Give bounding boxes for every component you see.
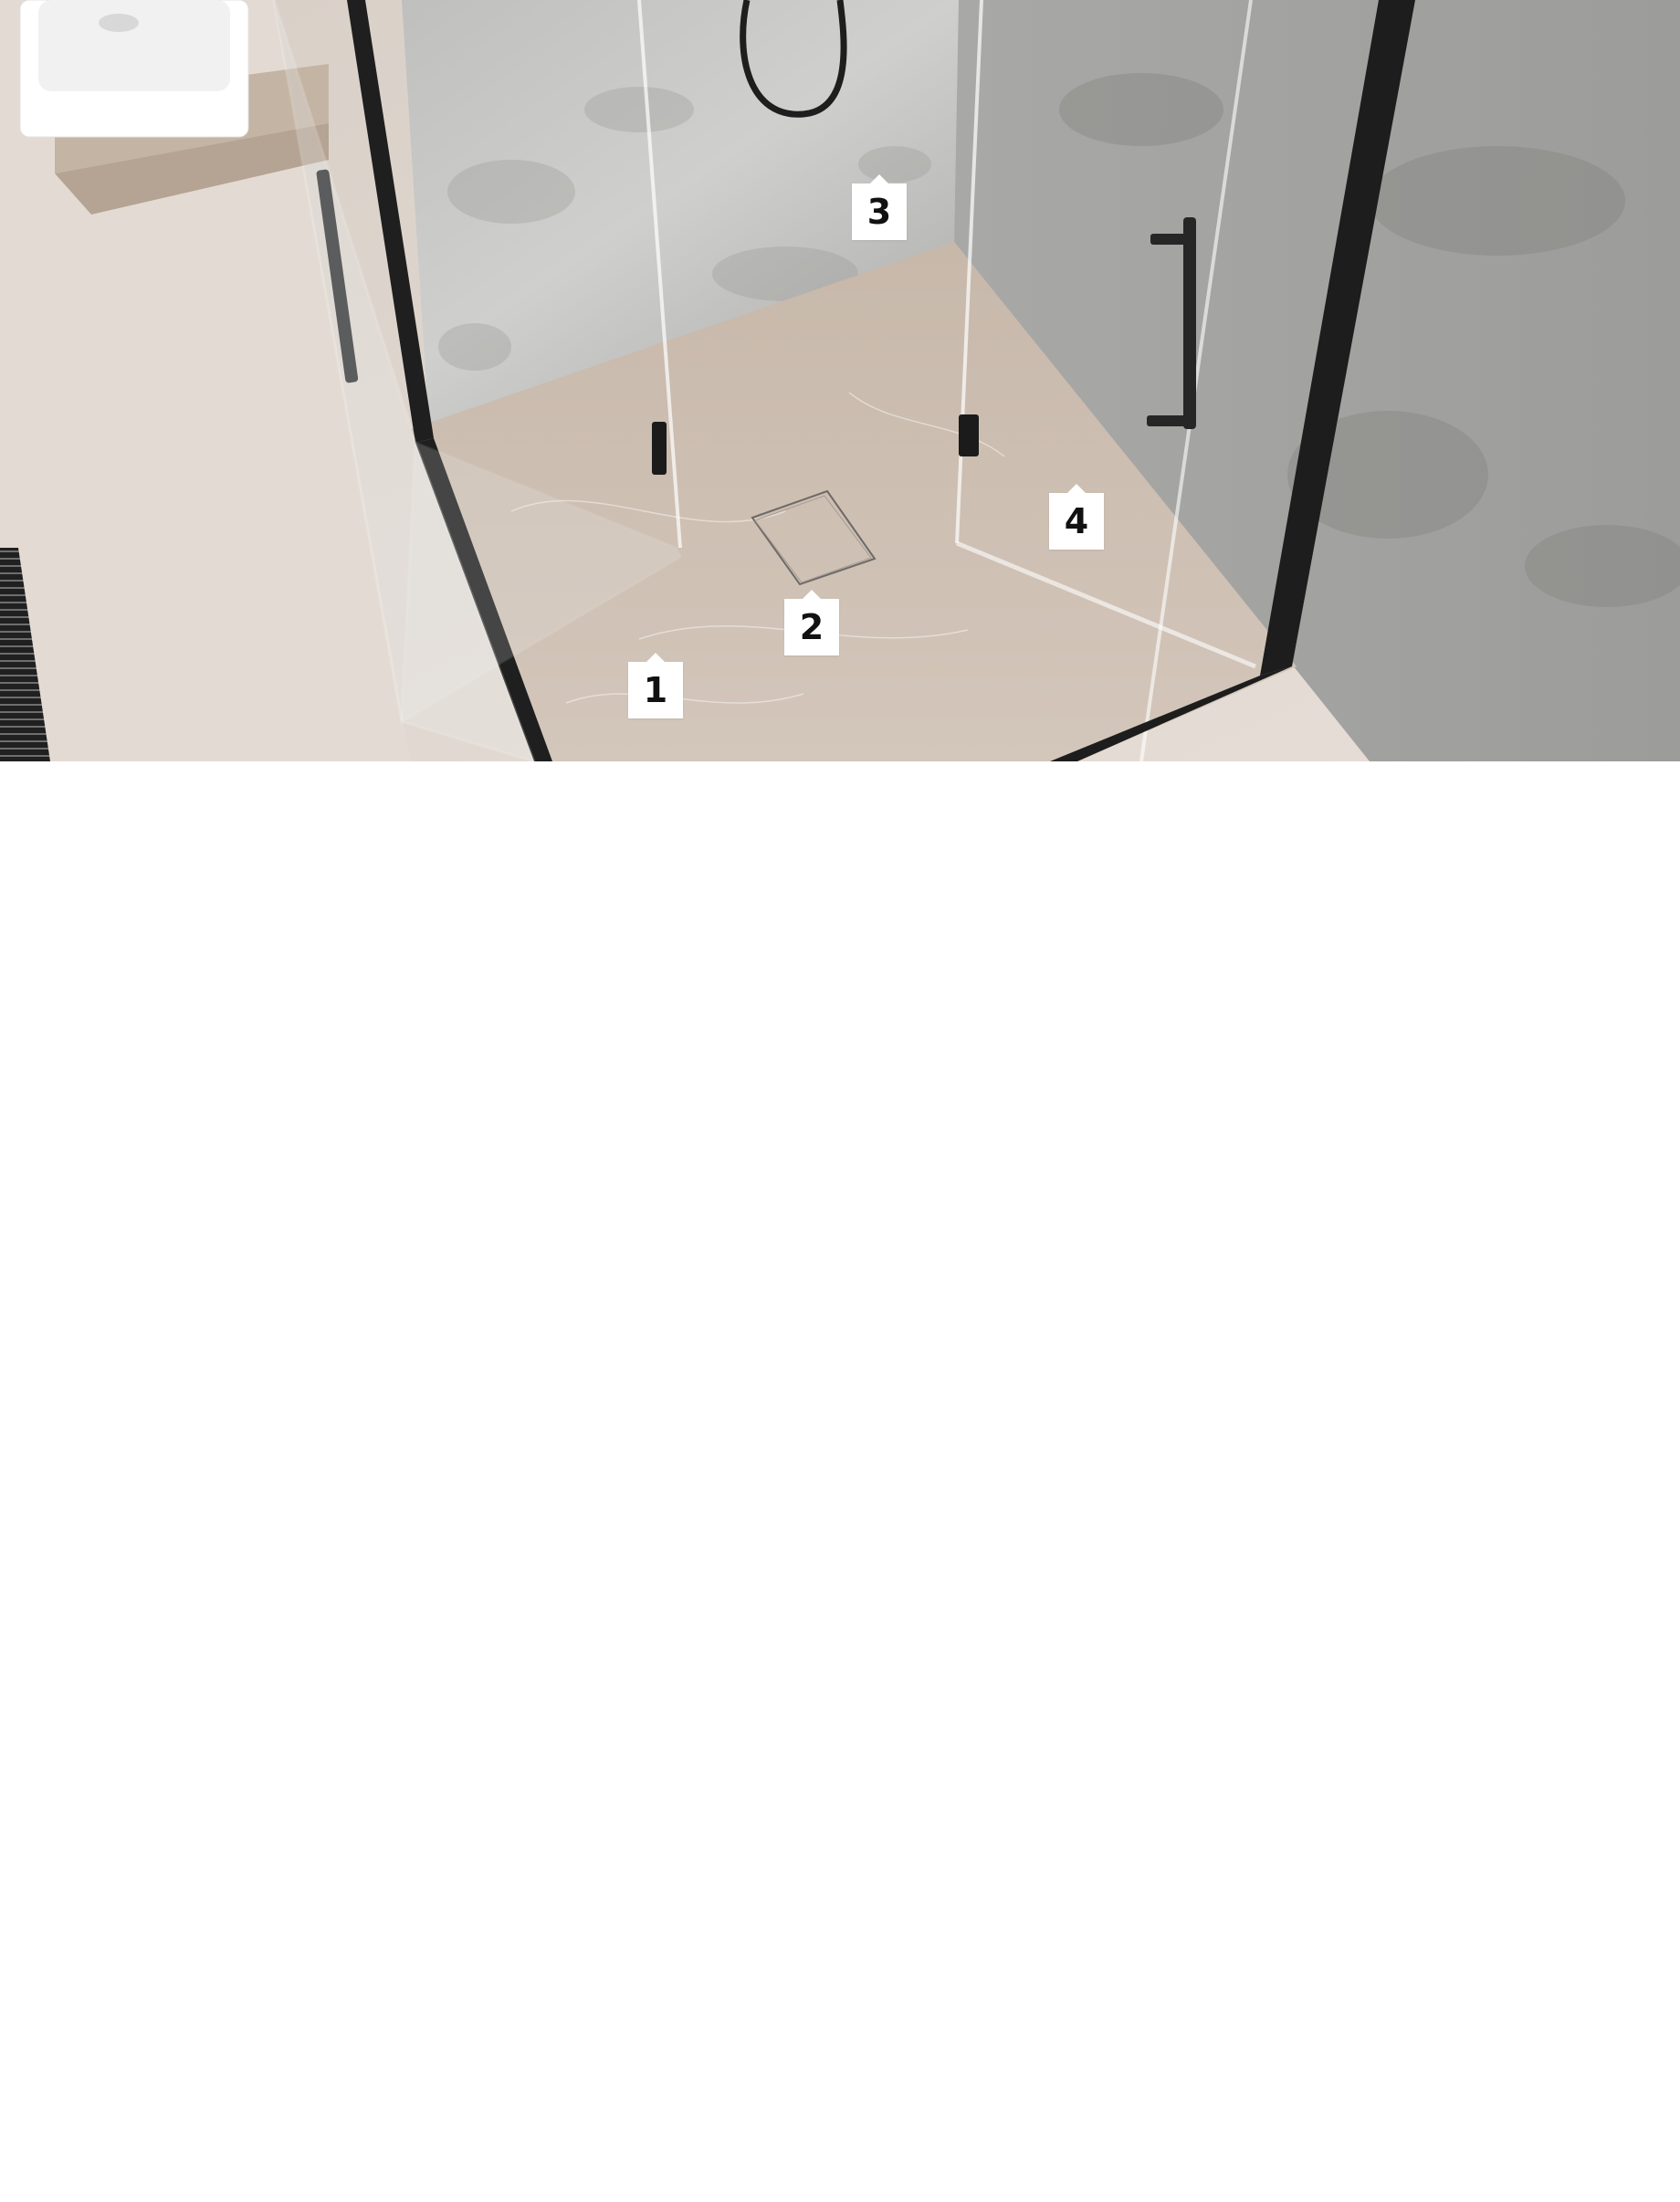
- shower-scene-illustration: [0, 0, 1680, 761]
- callout-marker-2: [784, 599, 839, 655]
- bathroom-photo: [0, 0, 1680, 761]
- callout-marker-4: [1049, 493, 1104, 550]
- blank-page-area: [0, 761, 1680, 2202]
- callout-marker-2-label: 2: [799, 607, 824, 647]
- callout-marker-4-label: 4: [1064, 501, 1089, 541]
- callout-marker-1: [628, 662, 683, 718]
- callout-marker-1-label: 1: [643, 670, 668, 710]
- callout-marker-3: [852, 184, 907, 240]
- callout-marker-3-label: 3: [866, 192, 892, 232]
